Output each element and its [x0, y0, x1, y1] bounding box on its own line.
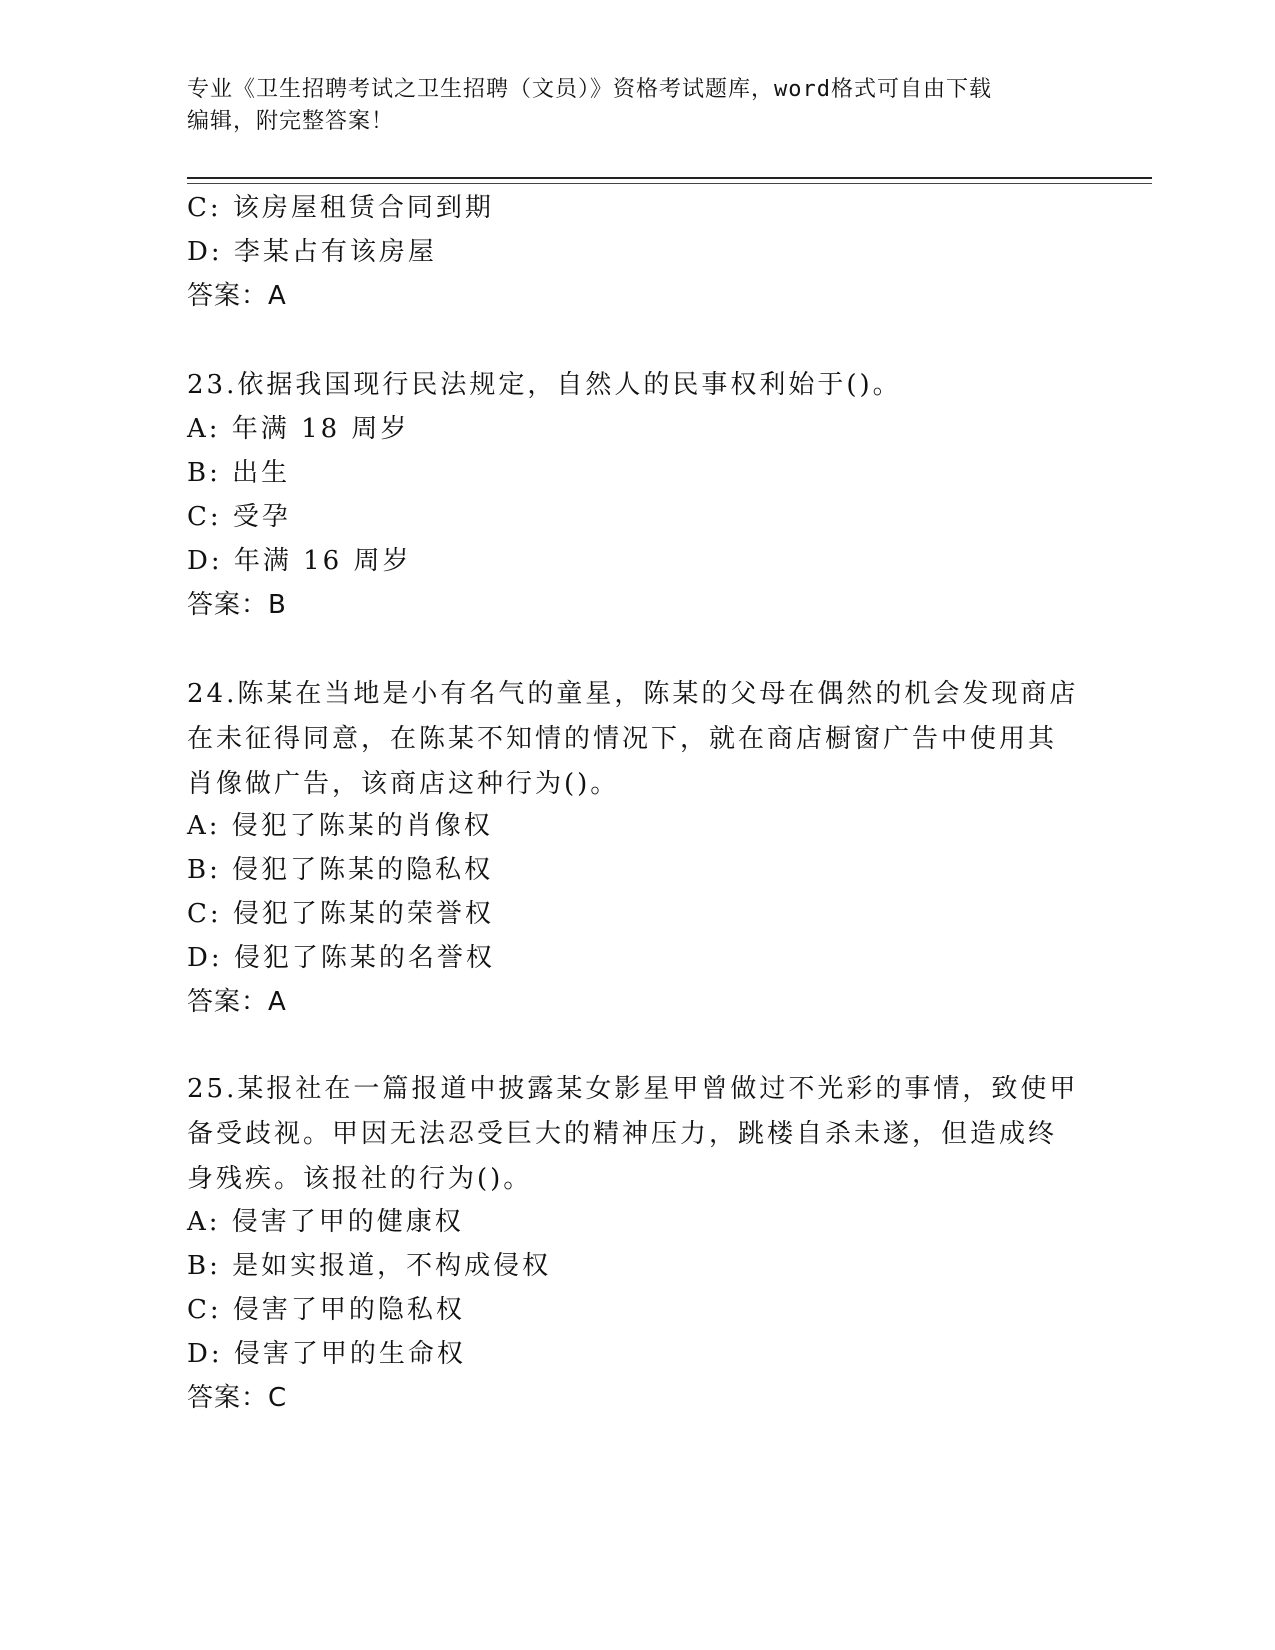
q25-option-d: D: 侵害了甲的生命权: [187, 1339, 466, 1369]
q23-option-c: C: 受孕: [187, 502, 291, 532]
q24-stem: [187, 672, 1087, 807]
q25-option-c: C: 侵害了甲的隐私权: [187, 1295, 465, 1325]
q24-stem-line-2: 在未征得同意，在陈某不知情的情况下，就在商店橱窗广告中使用其: [187, 724, 1058, 754]
prev-answer: 答案：A: [187, 281, 287, 311]
q24-option-d: D: 侵犯了陈某的名誉权: [187, 943, 495, 973]
q25-stem-line-1: 25.某报社在一篇报道中披露某女影星甲曾做过不光彩的事情，致使甲: [187, 1074, 1079, 1104]
q25-option-a: A: 侵害了甲的健康权: [187, 1207, 464, 1237]
q23-option-d: D: 年满 16 周岁: [187, 546, 412, 576]
document-header: [187, 74, 1067, 138]
q24-stem-line-1: 24.陈某在当地是小有名气的童星，陈某的父母在偶然的机会发现商店: [187, 679, 1079, 709]
q25-option-b: B: 是如实报道，不构成侵权: [187, 1251, 552, 1281]
header-divider-thick: [187, 177, 1152, 179]
q24-answer: 答案：A: [187, 987, 287, 1017]
header-line-2: 编辑，附完整答案！: [187, 109, 395, 134]
header-line-1: 专业《卫生招聘考试之卫生招聘（文员）》资格考试题库，word格式可自由下载: [187, 77, 992, 102]
q23-stem: 23.依据我国现行民法规定，自然人的民事权利始于()。: [187, 370, 902, 400]
q25-answer: 答案：C: [187, 1383, 288, 1413]
q23-option-b: B: 出生: [187, 458, 291, 488]
q24-option-a: A: 侵犯了陈某的肖像权: [187, 811, 493, 841]
q24-option-b: B: 侵犯了陈某的隐私权: [187, 855, 494, 885]
q23-option-a: A: 年满 18 周岁: [187, 414, 410, 444]
q23-answer: 答案：B: [187, 590, 287, 620]
prev-option-c: C: 该房屋租赁合同到期: [187, 193, 494, 223]
q24-option-c: C: 侵犯了陈某的荣誉权: [187, 899, 494, 929]
q25-stem-line-2: 备受歧视。甲因无法忍受巨大的精神压力，跳楼自杀未遂，但造成终: [187, 1119, 1058, 1149]
header-divider-thin: [187, 183, 1152, 184]
q25-stem-line-3: 身残疾。该报社的行为()。: [187, 1164, 533, 1194]
q25-stem: [187, 1067, 1087, 1202]
q24-stem-line-3: 肖像做广告，该商店这种行为()。: [187, 769, 620, 799]
prev-option-d: D: 李某占有该房屋: [187, 237, 437, 267]
